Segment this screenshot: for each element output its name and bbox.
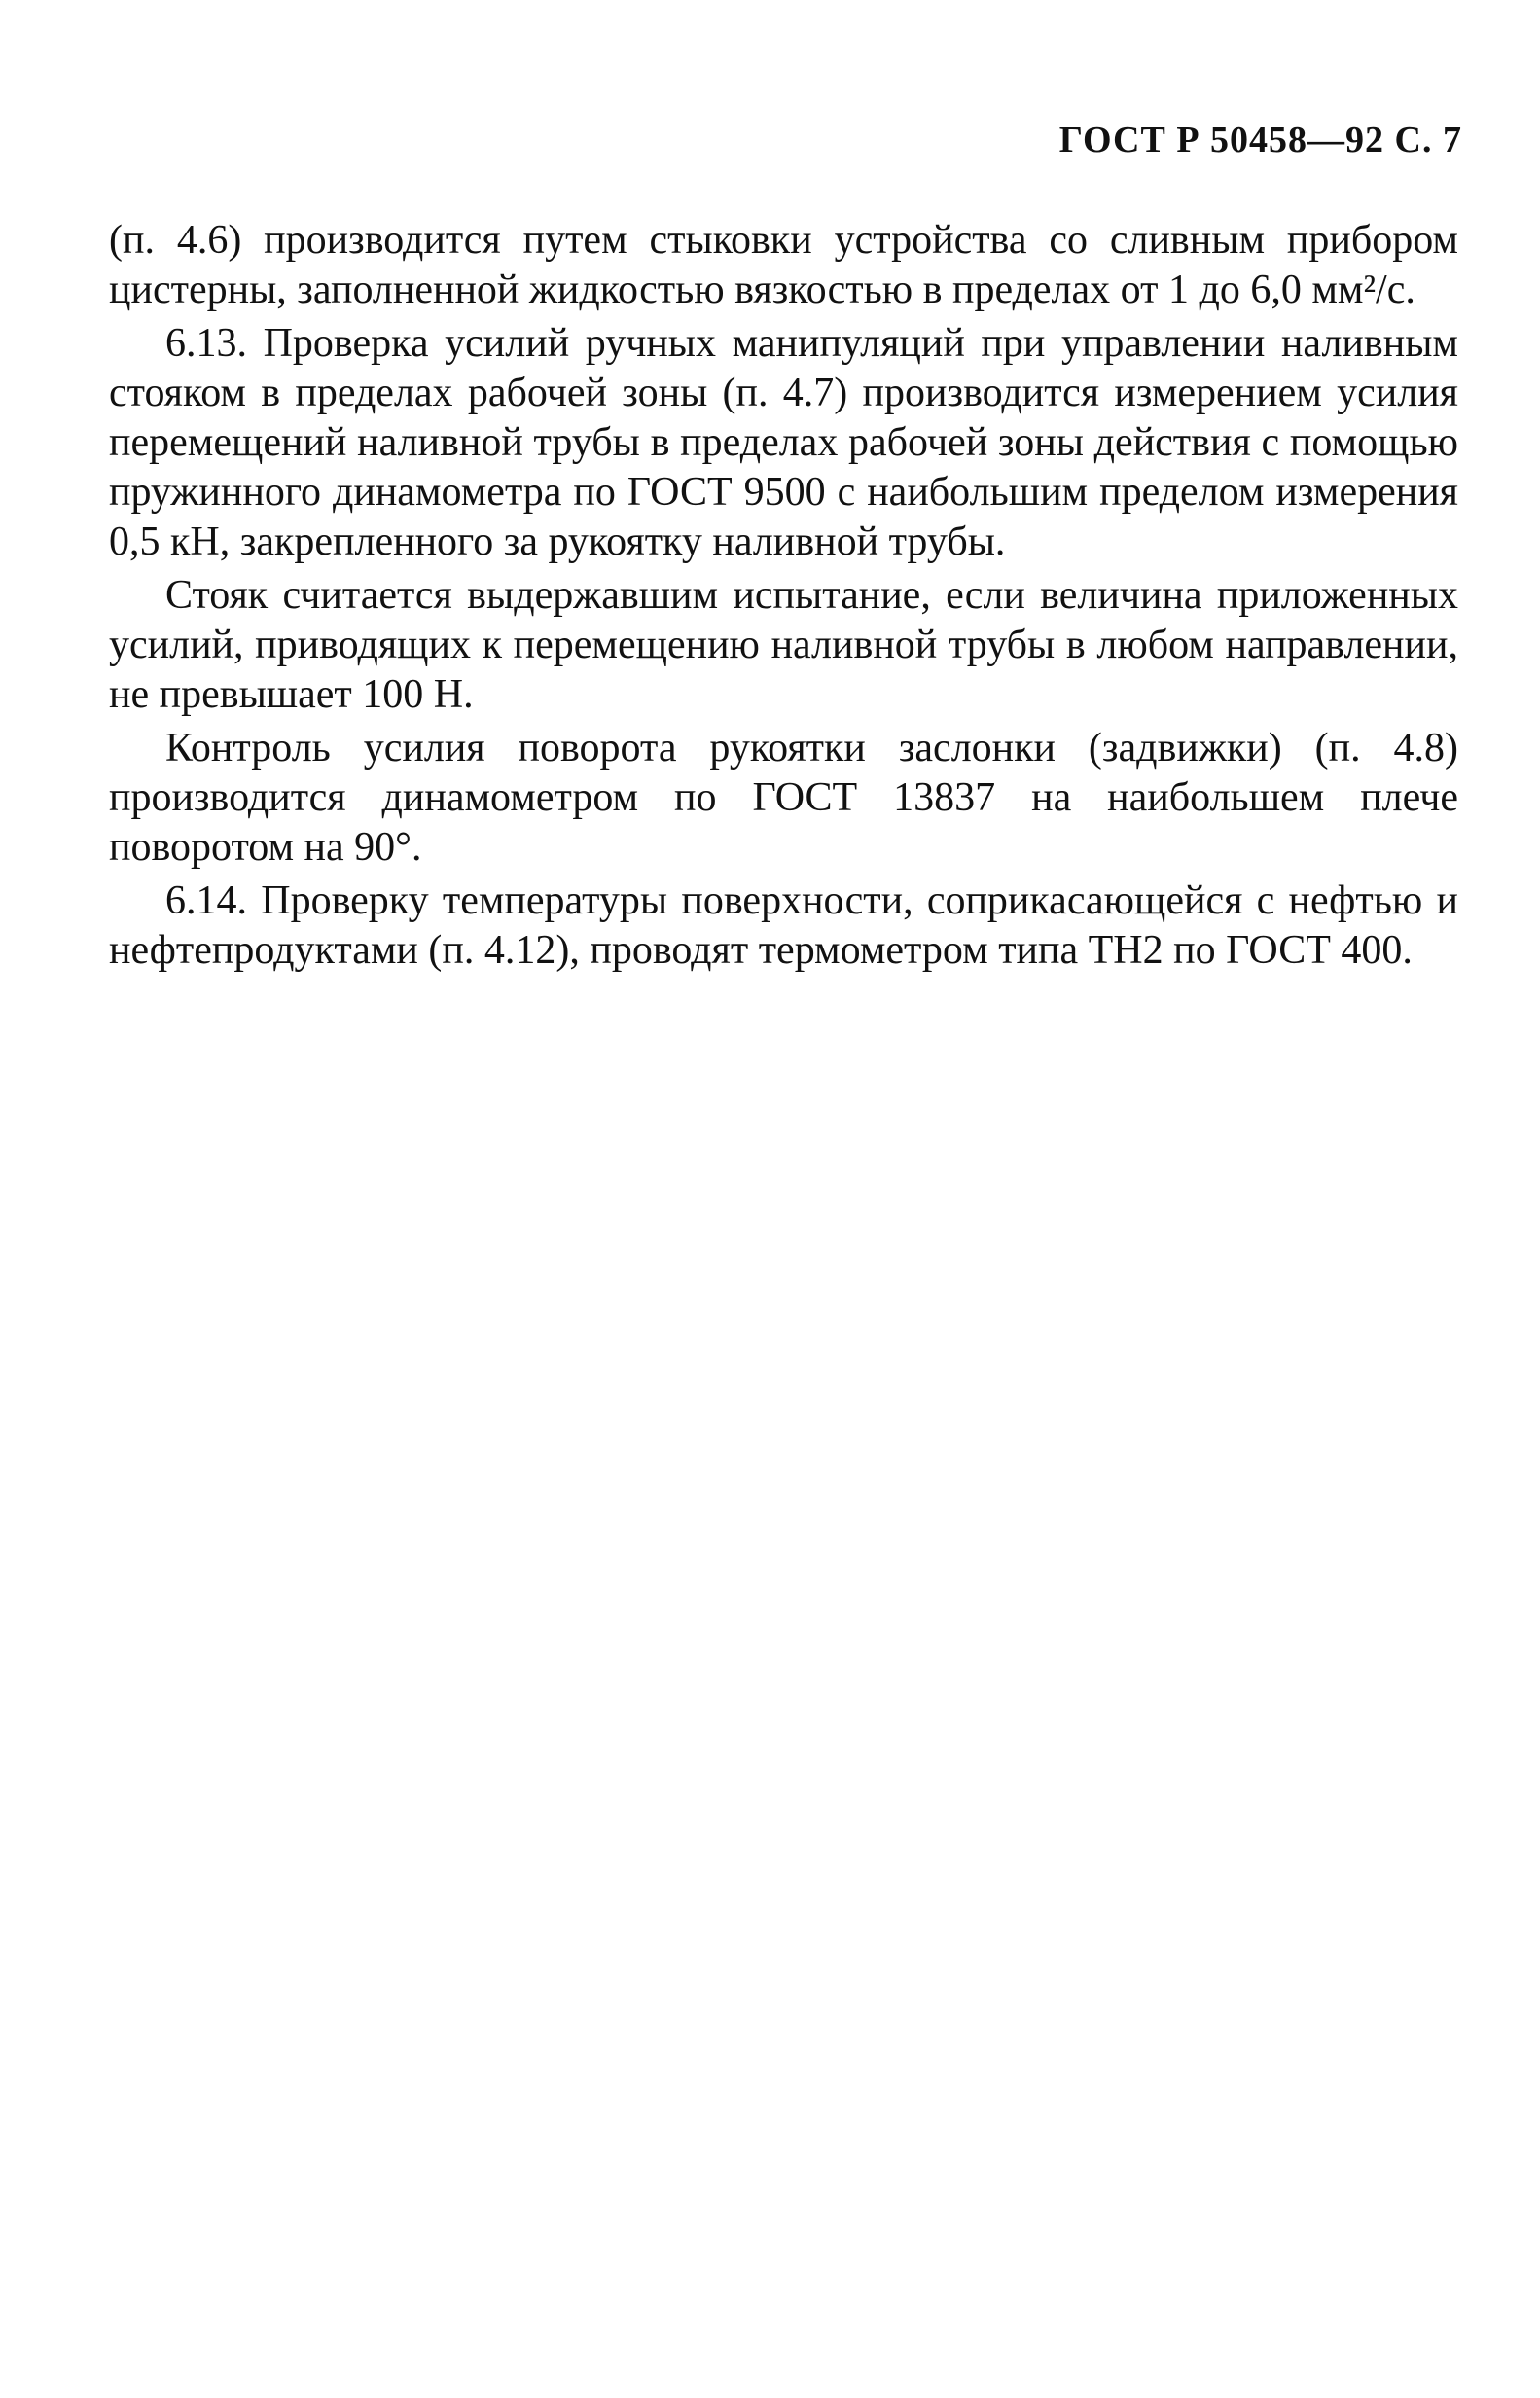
running-header: ГОСТ Р 50458—92 С. 7 <box>1058 120 1462 161</box>
paragraph-handle-force-control: Контроль усилия поворота рукоятки заслонки (задвижки) (п. 4.8) производится динамометром по ГОСТ 13837 на наибольшем плече поворотом на 90°. <box>109 726 1458 870</box>
paragraph-6-14: 6.14. Проверку температуры поверхности, соприкасающейся с нефтью и нефтепродуктами (п. 4.12), проводят термометром типа ТН2 по ГОСТ 400. <box>109 878 1458 973</box>
paragraph-6-13: 6.13. Проверка усилий ручных манипуляций при управлении наливным стояком в пределах рабочей зоны (п. 4.7) производится измерением усилия перемещений наливной трубы в пределах рабочей зоны действия с помощью пружинного динамометра по ГОСТ 9500 с наибольшим пределом измерения 0,5 кН, закрепленного за рукоятку наливной трубы. <box>109 321 1458 564</box>
document-body <box>109 216 1458 976</box>
paragraph-stand-test-criteria: Стояк считается выдержавшим испытание, если величина приложенных усилий, приводящих к перемещению наливной трубы в любом направлении, не превышает 100 Н. <box>109 573 1458 717</box>
paragraph-continuation: (п. 4.6) производится путем стыковки устройства со сливным прибором цистерны, заполненной жидкостью вязкостью в пределах от 1 до 6,0 мм²/с. <box>109 218 1458 312</box>
